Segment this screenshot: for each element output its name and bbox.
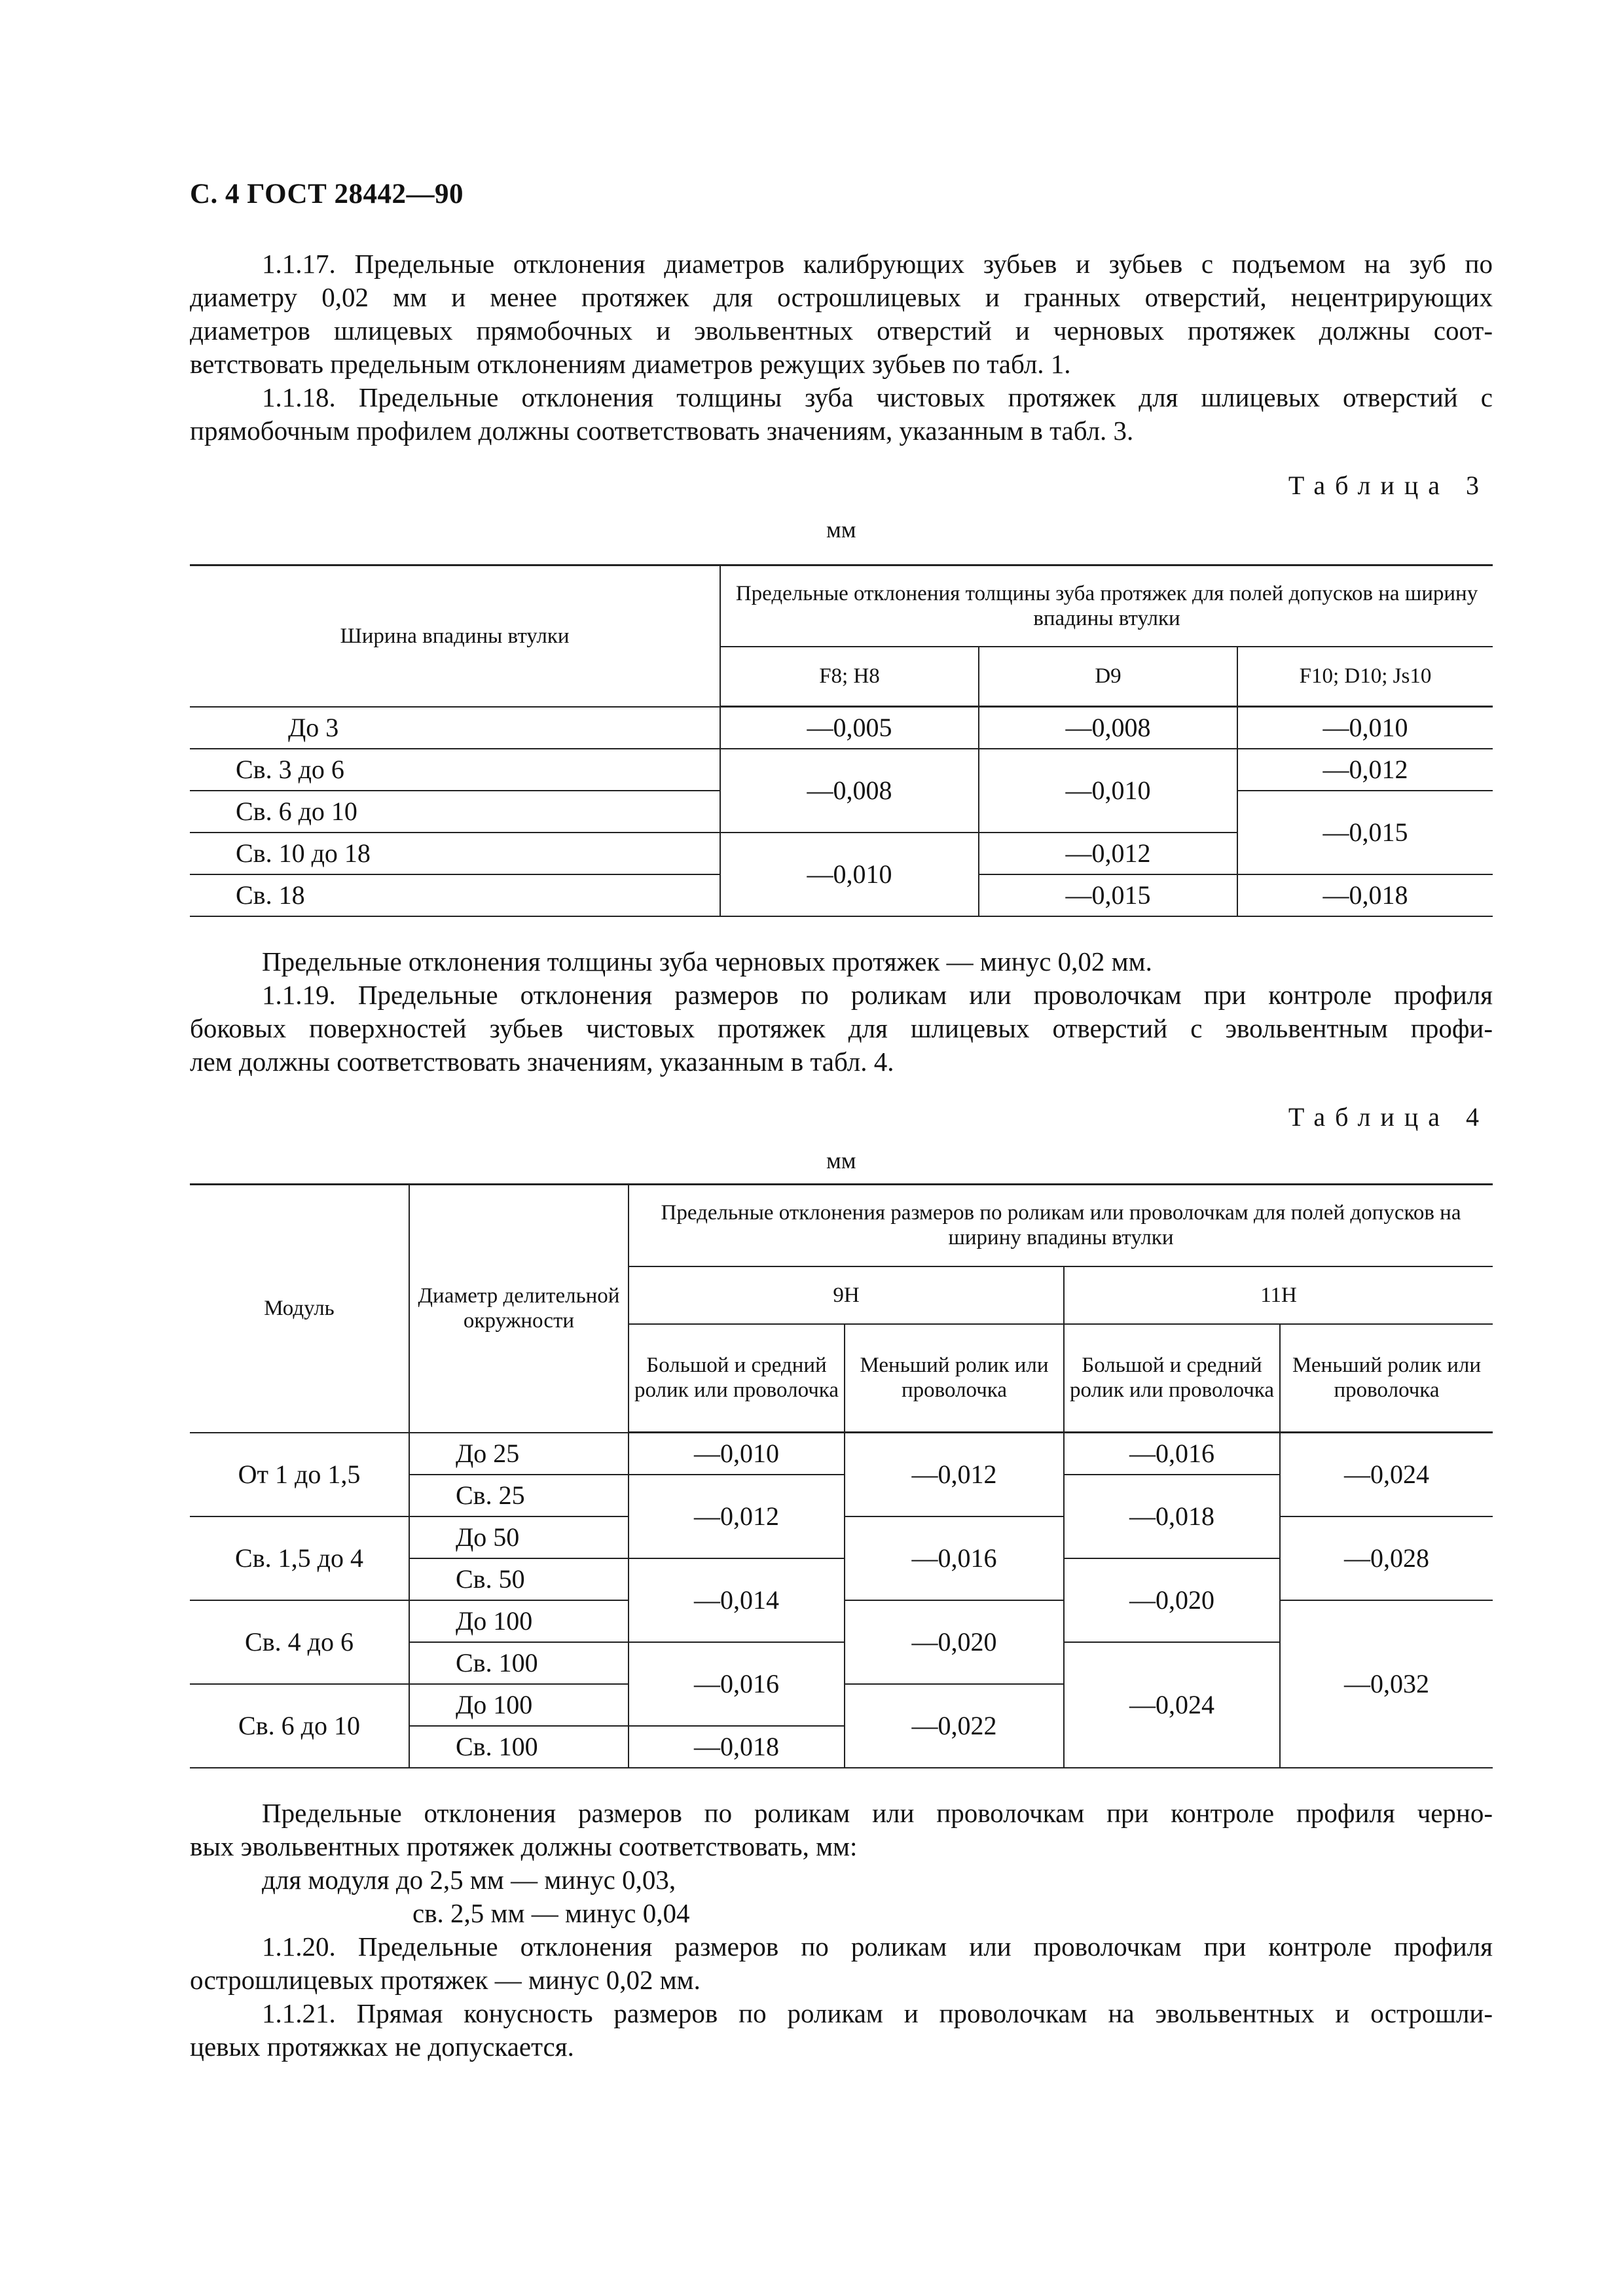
table-cell: —0,010 bbox=[979, 749, 1237, 833]
text-line: острошлицевых протяжек — минус 0,02 мм. bbox=[190, 1965, 701, 1995]
table4-sub-large-9h: Большой и средний ролик или проволочка bbox=[629, 1324, 845, 1433]
text-line: вых эвольвентных протяжек должны соответствовать, мм: bbox=[190, 1831, 858, 1861]
table-cell: —0,015 bbox=[979, 874, 1237, 916]
text-line: 1.1.20. Предельные отклонения размеров по роликам или проволочкам при контроле профиля bbox=[262, 1931, 1493, 1962]
table3-subcol-d9: D9 bbox=[979, 647, 1237, 707]
table-cell: —0,014 bbox=[629, 1558, 845, 1642]
text-line: 1.1.21. Прямая конусность размеров по роликам и проволочкам на эвольвентных и острошли- bbox=[262, 1998, 1493, 2028]
table-cell: —0,010 bbox=[629, 1433, 845, 1475]
table-cell: —0,022 bbox=[845, 1684, 1064, 1768]
table-cell: —0,018 bbox=[1237, 874, 1493, 916]
table-4 bbox=[190, 1183, 1493, 1768]
table4-fit-9h: 9H bbox=[629, 1266, 1064, 1324]
table3-col-width: Ширина впадины втулки bbox=[190, 565, 720, 707]
clause-1-1-19 bbox=[190, 978, 1493, 1079]
table-cell: —0,016 bbox=[629, 1642, 845, 1726]
table4-diameter: До 50 bbox=[409, 1516, 629, 1558]
rough-broach-note bbox=[190, 945, 1493, 978]
table4-diameter: До 25 bbox=[409, 1433, 629, 1475]
text-line: лем должны соответствовать значениям, указанным в табл. 4. bbox=[190, 1047, 894, 1077]
clause-1-1-18 bbox=[190, 381, 1493, 448]
table-cell: —0,012 bbox=[845, 1433, 1064, 1516]
text-line: Предельные отклонения размеров по роликам или проволочкам при контроле профиля черно- bbox=[262, 1798, 1493, 1828]
table-cell: —0,024 bbox=[1064, 1642, 1280, 1768]
table3-unit: мм bbox=[826, 516, 856, 543]
table-cell: —0,020 bbox=[1064, 1558, 1280, 1642]
table4-module: Св. 4 до 6 bbox=[190, 1600, 409, 1684]
table4-diameter: Св. 100 bbox=[409, 1642, 629, 1684]
table3-subcol-f10: F10; D10; Js10 bbox=[1237, 647, 1493, 707]
table-cell: —0,005 bbox=[720, 707, 979, 749]
table4-diameter: Св. 25 bbox=[409, 1475, 629, 1516]
table-cell: —0,032 bbox=[1280, 1600, 1493, 1768]
text-line: 1.1.18. Предельные отклонения толщины зуба чистовых протяжек для шлицевых отверстий с bbox=[262, 382, 1493, 412]
table-cell: —0,012 bbox=[629, 1475, 845, 1558]
table-cell: —0,008 bbox=[979, 707, 1237, 749]
table4-col-module: Модуль bbox=[190, 1185, 409, 1433]
table-cell: —0,018 bbox=[629, 1726, 845, 1768]
table-row-label: Св. 10 до 18 bbox=[190, 833, 720, 874]
table-cell: —0,008 bbox=[720, 749, 979, 833]
table-cell: —0,010 bbox=[1237, 707, 1493, 749]
table3-caption: Таблица 3 bbox=[1288, 471, 1489, 500]
text-line: Предельные отклонения толщины зуба черновых протяжек — минус 0,02 мм. bbox=[262, 946, 1152, 977]
list-module-upto: для модуля до 2,5 мм — минус 0,03, bbox=[262, 1865, 676, 1895]
text-line: диаметров шлицевых прямобочных и эвольвентных отверстий и черновых протяжек должны соот- bbox=[190, 315, 1493, 346]
text-line: боковых поверхностей зубьев чистовых протяжек для шлицевых отверстий с эвольвентным профи- bbox=[190, 1013, 1493, 1043]
table4-col-group: Предельные отклонения размеров по роликам или проволочкам для полей допусков на ширину впадины втулки bbox=[629, 1185, 1493, 1266]
text-line: прямобочным профилем должны соответствовать значениям, указанным в табл. 3. bbox=[190, 416, 1134, 446]
table-row-label: Св. 3 до 6 bbox=[190, 749, 720, 791]
table4-caption: Таблица 4 bbox=[1288, 1102, 1489, 1132]
text-line: диаметру 0,02 мм и менее протяжек для острошлицевых и гранных отверстий, нецентрирующих bbox=[190, 282, 1493, 312]
table4-module: От 1 до 1,5 bbox=[190, 1433, 409, 1516]
clause-1-1-21 bbox=[190, 1997, 1493, 2064]
table-cell: —0,020 bbox=[845, 1600, 1064, 1684]
table-row-label: До 3 bbox=[190, 707, 720, 749]
table-cell: —0,016 bbox=[845, 1516, 1064, 1600]
text-line: ветствовать предельным отклонениям диаметров режущих зубьев по табл. 1. bbox=[190, 349, 1071, 379]
table-cell: —0,028 bbox=[1280, 1516, 1493, 1600]
table4-fit-11h: 11H bbox=[1064, 1266, 1493, 1324]
table4-sub-small-11h: Меньший ролик или проволочка bbox=[1280, 1324, 1493, 1433]
table-cell: —0,016 bbox=[1064, 1433, 1280, 1475]
table-cell: —0,010 bbox=[720, 833, 979, 916]
rough-involute-note bbox=[190, 1797, 1493, 1863]
table4-module: Св. 6 до 10 bbox=[190, 1684, 409, 1768]
table-cell: —0,024 bbox=[1280, 1433, 1493, 1516]
table-row-label: Св. 6 до 10 bbox=[190, 791, 720, 833]
table4-diameter: До 100 bbox=[409, 1600, 629, 1642]
table-cell: —0,015 bbox=[1237, 791, 1493, 874]
table4-diameter: Св. 50 bbox=[409, 1558, 629, 1600]
table4-module: Св. 1,5 до 4 bbox=[190, 1516, 409, 1600]
table4-diameter: Св. 100 bbox=[409, 1726, 629, 1768]
table-cell: —0,012 bbox=[1237, 749, 1493, 791]
text-line: 1.1.17. Предельные отклонения диаметров калибрующих зубьев и зубьев с подъемом на зуб по bbox=[262, 249, 1493, 279]
table-cell: —0,012 bbox=[979, 833, 1237, 874]
page-header: С. 4 ГОСТ 28442—90 bbox=[190, 179, 464, 209]
table4-sub-large-11h: Большой и средний ролик или проволочка bbox=[1064, 1324, 1280, 1433]
table-cell: —0,018 bbox=[1064, 1475, 1280, 1558]
clause-1-1-20 bbox=[190, 1930, 1493, 1997]
list-module-over: св. 2,5 мм — минус 0,04 bbox=[412, 1898, 690, 1928]
table3-col-group: Предельные отклонения толщины зуба протяжек для полей допусков на ширину впадины втулки bbox=[720, 565, 1493, 647]
text-line: 1.1.19. Предельные отклонения размеров по роликам или проволочкам при контроле профиля bbox=[262, 980, 1493, 1010]
table4-diameter: До 100 bbox=[409, 1684, 629, 1726]
table4-col-diameter: Диаметр делительной окружности bbox=[409, 1185, 629, 1433]
table-row-label: Св. 18 bbox=[190, 874, 720, 916]
table4-sub-small-9h: Меньший ролик или проволочка bbox=[845, 1324, 1064, 1433]
table3-subcol-f8: F8; H8 bbox=[720, 647, 979, 707]
clause-1-1-17 bbox=[190, 247, 1493, 381]
table4-unit: мм bbox=[826, 1147, 856, 1174]
table-3 bbox=[190, 564, 1493, 917]
text-line: цевых протяжках не допускается. bbox=[190, 2032, 574, 2062]
